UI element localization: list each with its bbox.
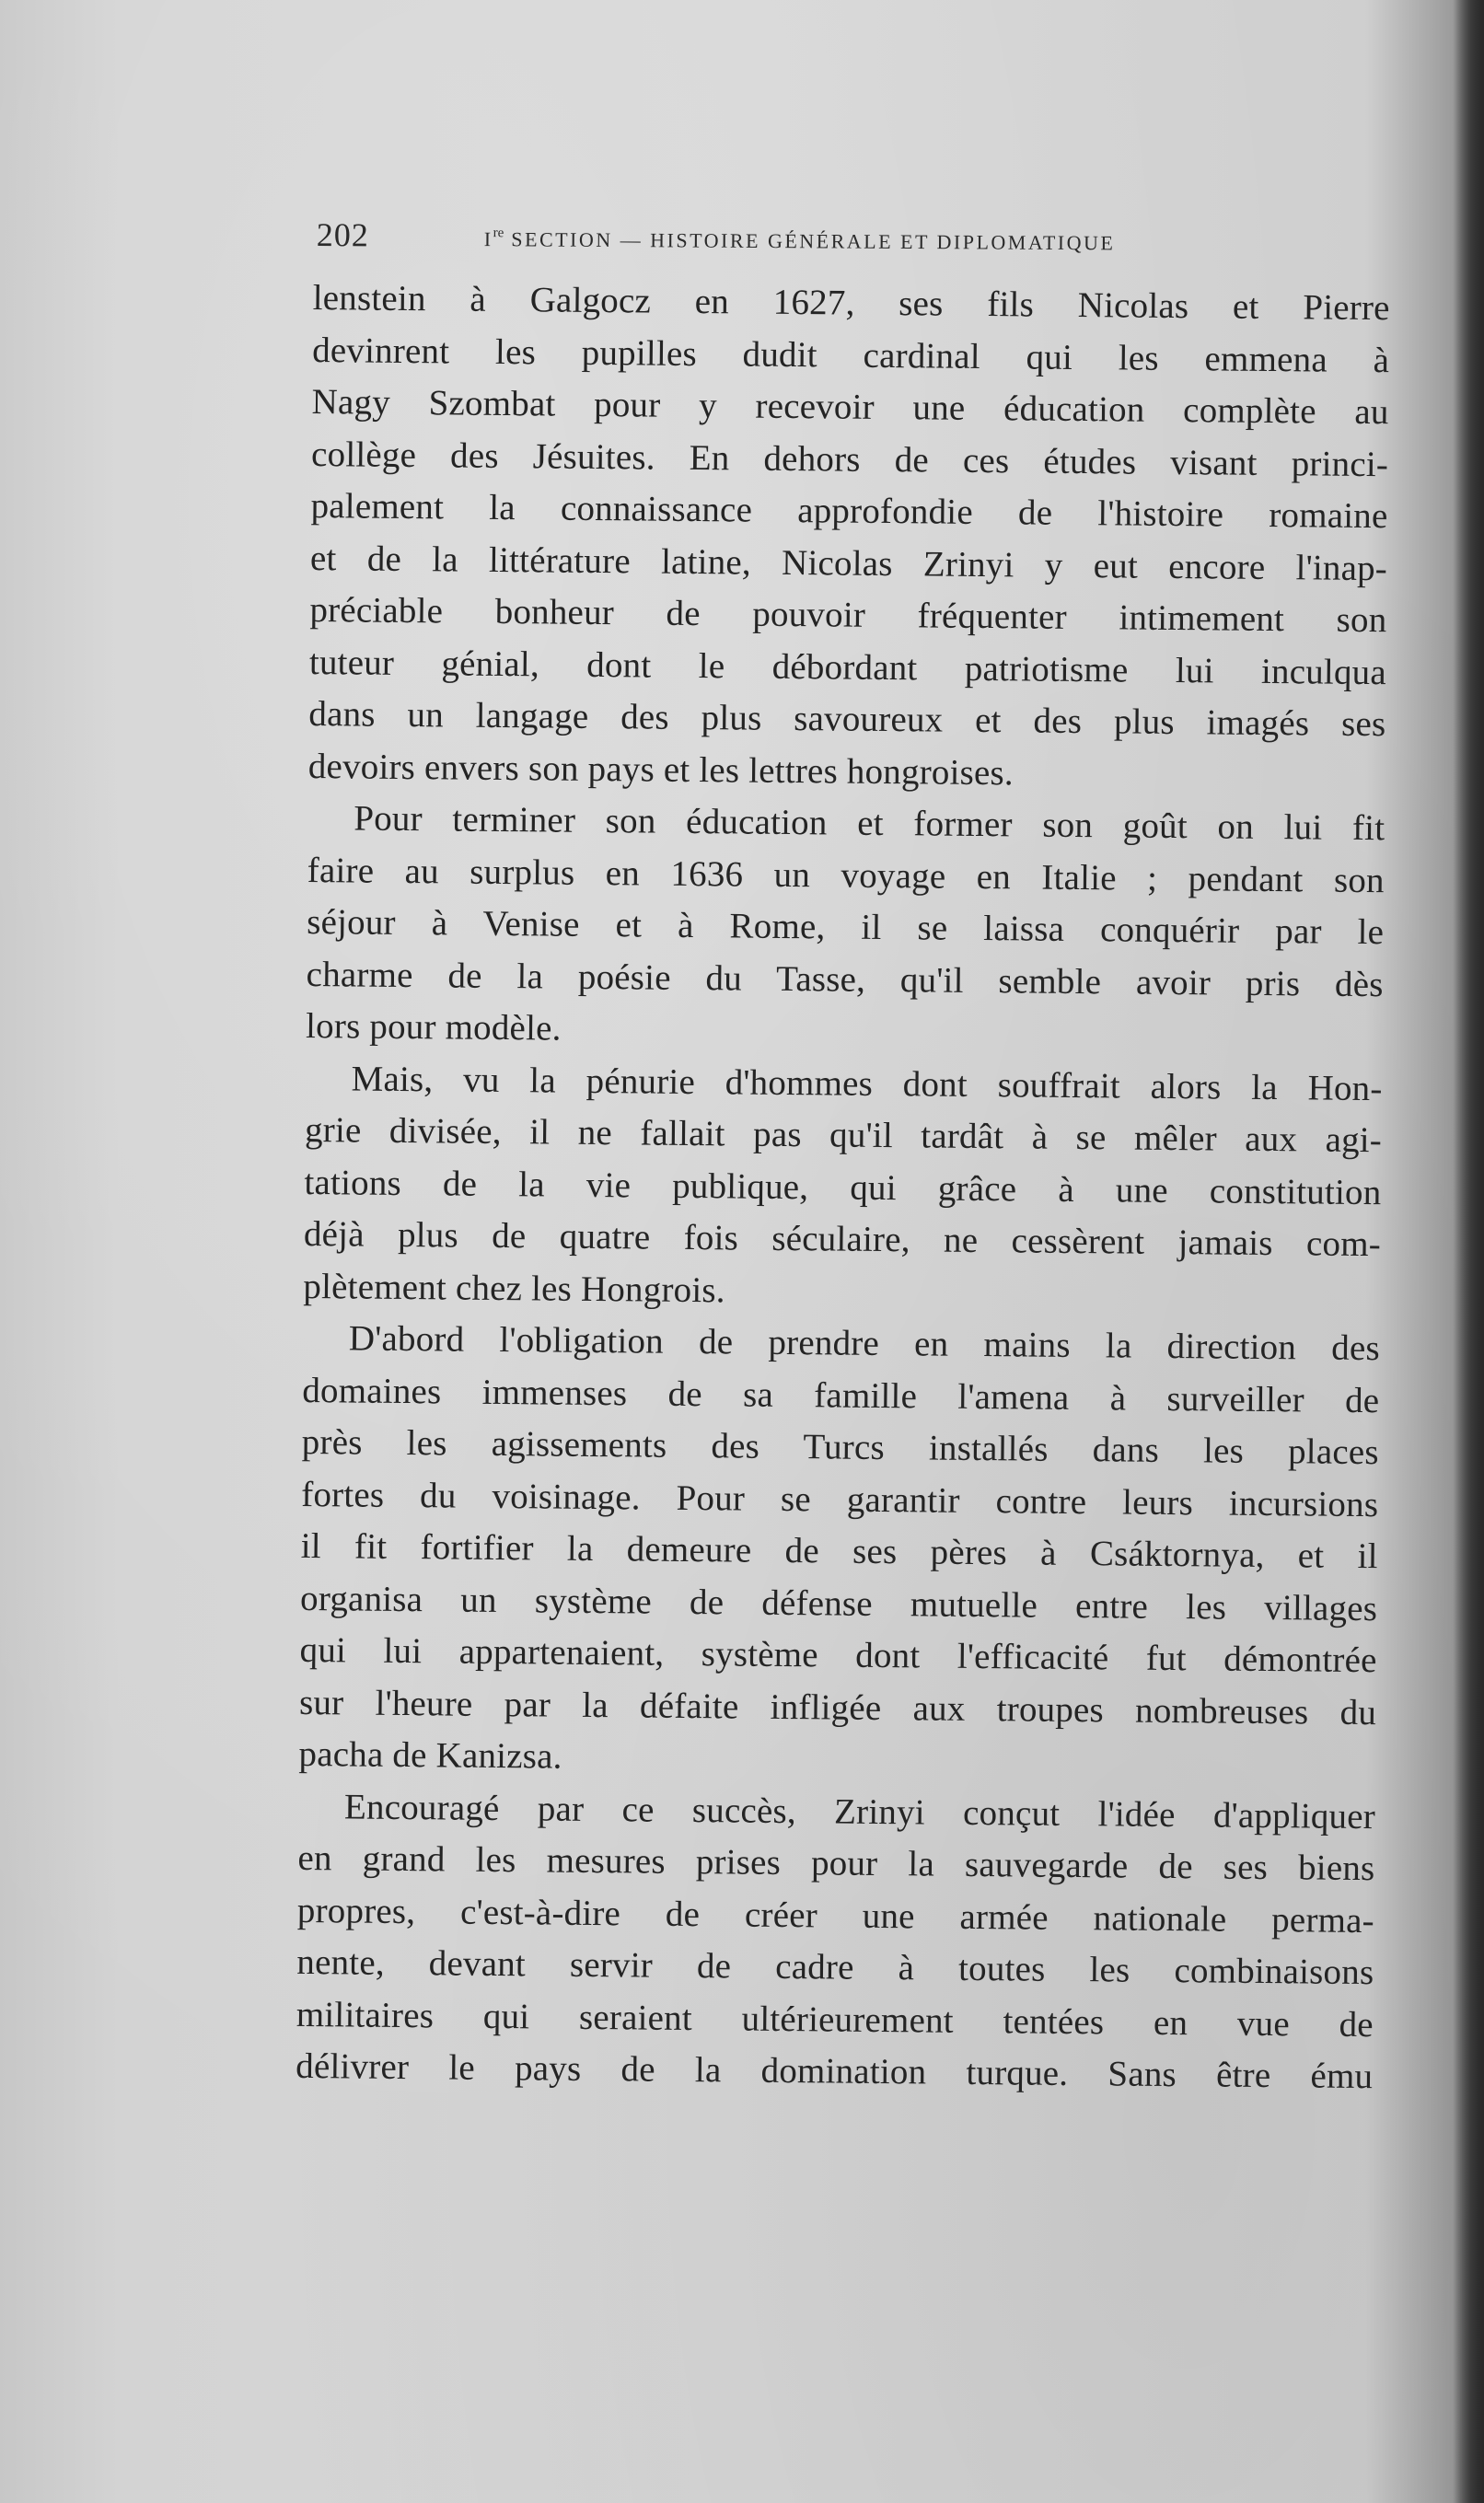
text-line: en grand les mesures prises pour la sauvegarde de ses biens (297, 1837, 1375, 1889)
text-line: Encouragé par ce succès, Zrinyi conçut l'idée d'appliquer (343, 1786, 1376, 1837)
text-line: sur l'heure par la défaite infligée aux troupes nombreuses du (298, 1682, 1377, 1732)
text-line: et de la littérature latine, Nicolas Zrinyi y eut encore l'inap- (309, 538, 1388, 588)
text-line: collège des Jésuites. En dehors de ces études visant princi- (310, 434, 1389, 484)
text-line: lenstein à Galgocz en 1627, ses fils Nicolas et Pierre (312, 277, 1390, 329)
text-line: plètement chez les Hongrois. (303, 1266, 725, 1310)
text-line: délivrer le pays de la domination turque. Sans être ému (296, 2045, 1374, 2097)
text-line: séjour à Venise et à Rome, il se laissa conquérir par le (307, 901, 1385, 953)
running-title: SECTION — HISTOIRE GÉNÉRALE ET DIPLOMATIQUE (511, 227, 1116, 255)
text-line: pacha de Kanizsa. (298, 1733, 562, 1777)
body-text (296, 272, 1390, 2103)
page-edge-shadow (1453, 0, 1484, 2503)
text-line: fortes du voisinage. Pour se garantir contre leurs incursions (301, 1474, 1379, 1524)
text-line: nente, devant servir de cadre à toutes les combinaisons (296, 1941, 1374, 1993)
page-number: 202 (316, 215, 369, 254)
text-line: déjà plus de quatre fois séculaire, ne cessèrent jamais com- (303, 1213, 1382, 1265)
text-line: militaires qui seraient ultérieurement tentées en vue de (296, 1994, 1374, 2045)
text-line: tuteur génial, dont le débordant patriotisme lui inculqua (308, 642, 1387, 692)
text-line: lors pour modèle. (305, 1005, 562, 1049)
section-number: I (483, 227, 493, 251)
text-line: grie divisée, il ne fallait pas qu'il tardât à se mêler aux agi- (304, 1109, 1383, 1161)
text-line: devinrent les pupilles dudit cardinal qui les emmena à (311, 330, 1390, 380)
text-line: qui lui appartenaient, système dont l'efficacité fut démontrée (299, 1629, 1377, 1681)
text-line: près les agissements des Turcs installés dans les places (301, 1421, 1379, 1473)
text-line: Pour terminer son éducation et former son goût on lui fit (354, 798, 1385, 849)
text-line: domaines immenses de sa famille l'amena à surveiller de (302, 1370, 1380, 1420)
text-line: faire au surplus en 1636 un voyage en Italie ; pendant son (307, 850, 1385, 900)
text-line: propres, c'est-à-dire de créer une armée nationale perma- (296, 1890, 1375, 1941)
text-line: préciable bonheur de pouvoir fréquenter intimement son (309, 589, 1387, 641)
text-line: Nagy Szombat pour y recevoir une éducation complète au (311, 381, 1389, 433)
text-line: organisa un système de défense mutuelle entre les villages (299, 1578, 1378, 1628)
text-line: devoirs envers son pays et les lettres hongroises. (307, 746, 1014, 793)
text-line: Mais, vu la pénurie d'hommes dont souffrait alors la Hon- (351, 1058, 1383, 1108)
text-line: D'abord l'obligation de prendre en mains la direction des (348, 1318, 1381, 1369)
text-line: charme de la poésie du Tasse, qu'il semble avoir pris dès (306, 954, 1384, 1004)
section-ordinal: re (493, 226, 504, 241)
text-line: palement la connaissance approfondie de l'histoire romaine (310, 485, 1388, 537)
running-head (484, 226, 1116, 255)
text-line: il fit fortifier la demeure de ses pères à Csáktornya, et il (300, 1525, 1378, 1577)
text-line: dans un langage des plus savoureux et des plus imagés ses (308, 693, 1386, 745)
page-header (317, 214, 1246, 272)
text-line: tations de la vie publique, qui grâce à une constitution (304, 1162, 1382, 1212)
